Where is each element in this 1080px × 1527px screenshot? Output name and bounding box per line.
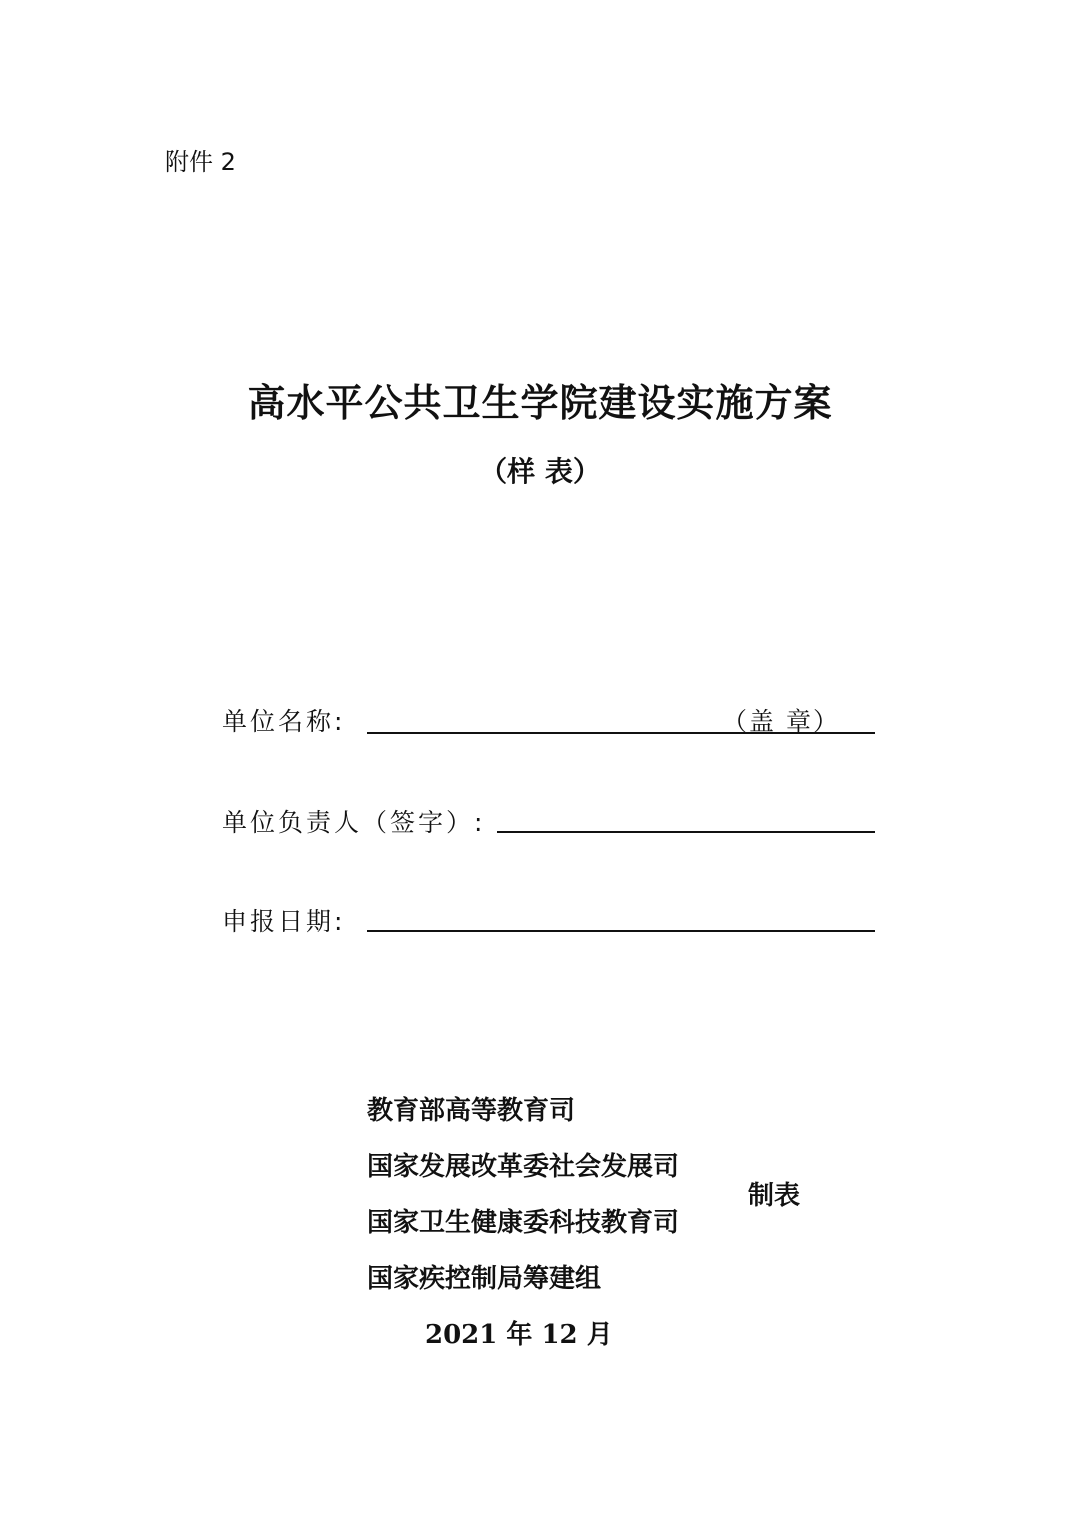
unit-head-label: 单位负责人（签字）: — [222, 808, 486, 837]
made-label: 制表 — [748, 1181, 801, 1211]
issuer-org: 教育部高等教育司 — [367, 1096, 576, 1126]
issuer-org: 国家疾控制局筹建组 — [367, 1264, 602, 1294]
document-subtitle: （样 表） — [479, 455, 601, 488]
issue-date: 2021 年 12 月 — [425, 1320, 613, 1350]
apply-date-line — [367, 930, 875, 932]
unit-name-label: 单位名称: — [222, 707, 346, 736]
seal-note: （盖 章） — [722, 707, 840, 736]
issuer-org: 国家卫生健康委科技教育司 — [367, 1208, 680, 1238]
issuer-org: 国家发展改革委社会发展司 — [367, 1152, 680, 1182]
document-title: 高水平公共卫生学院建设实施方案 — [247, 380, 833, 425]
apply-date-label: 申报日期: — [222, 907, 346, 936]
unit-head-line — [497, 831, 875, 833]
attachment-label: 附件 2 — [165, 148, 236, 176]
